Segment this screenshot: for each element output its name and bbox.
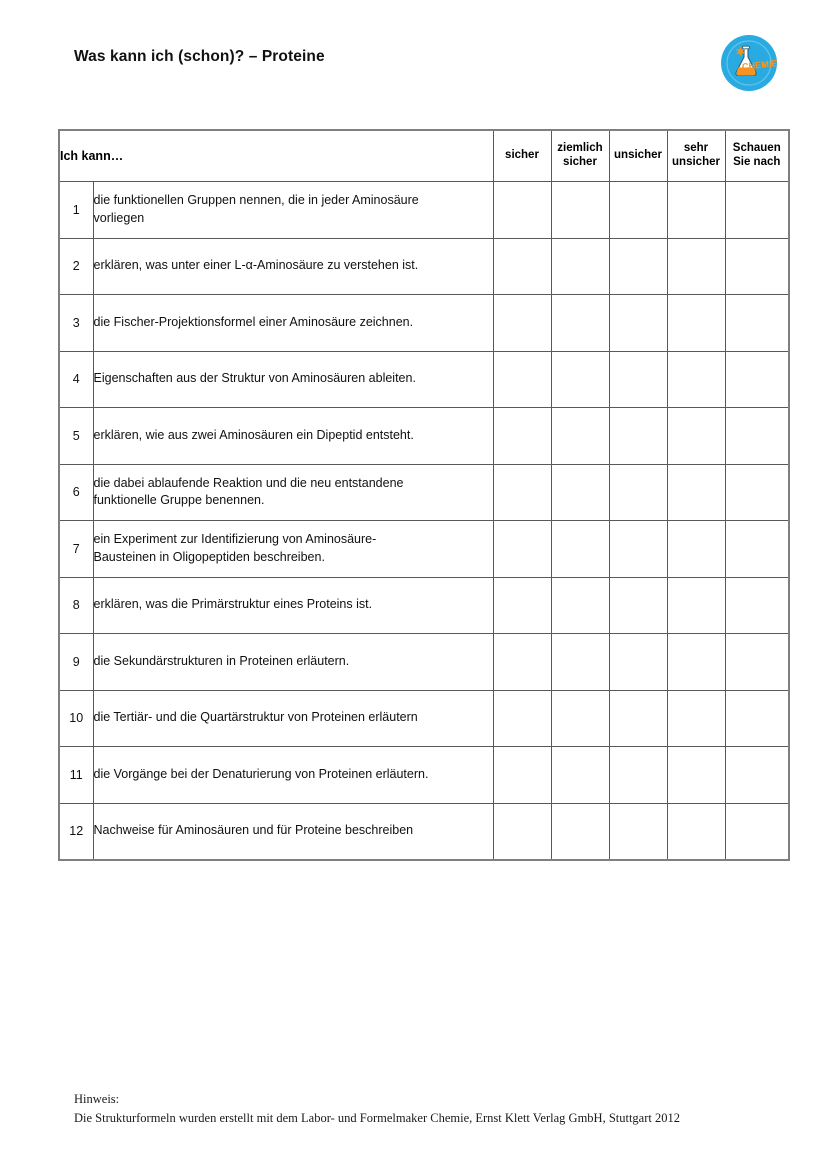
checkbox-cell-ziemlich-sicher[interactable]	[551, 690, 609, 747]
checkbox-cell-unsicher[interactable]	[609, 634, 667, 691]
table-row	[59, 747, 789, 804]
column-header-sehr-unsicher-line2: unsicher	[672, 156, 720, 168]
checkbox-cell-schauen-sie-nach[interactable]	[725, 351, 789, 408]
checkbox-cell-sehr-unsicher[interactable]	[667, 634, 725, 691]
row-number: 12	[59, 803, 93, 860]
row-task-line1: Nachweise für Aminosäuren und für Proteine beschreiben	[93, 823, 414, 838]
checkbox-cell-ziemlich-sicher[interactable]	[551, 521, 609, 578]
checkbox-cell-ziemlich-sicher[interactable]	[551, 182, 609, 239]
checkbox-cell-schauen-sie-nach[interactable]	[725, 577, 789, 634]
checkbox-cell-unsicher[interactable]	[609, 351, 667, 408]
table-row	[59, 803, 789, 860]
checkbox-cell-unsicher[interactable]	[609, 182, 667, 239]
checkbox-cell-schauen-sie-nach[interactable]	[725, 464, 789, 521]
checkbox-cell-schauen-sie-nach[interactable]	[725, 182, 789, 239]
checkbox-cell-sehr-unsicher[interactable]	[667, 295, 725, 352]
checkbox-cell-schauen-sie-nach[interactable]	[725, 690, 789, 747]
row-task-line2: Bausteinen in Oligopeptiden beschreiben.	[93, 549, 325, 564]
page-title: Was kann ich (schon)? – Proteine	[74, 48, 325, 65]
table-row	[59, 295, 789, 352]
checkbox-cell-schauen-sie-nach[interactable]	[725, 634, 789, 691]
column-header-unsicher: unsicher	[609, 130, 667, 182]
chemie-logo	[720, 34, 778, 92]
row-task-line1: erklären, was unter einer L-α-Aminosäure zu verstehen ist.	[93, 258, 419, 273]
row-task-line2: vorliegen	[93, 210, 145, 225]
checkbox-cell-ziemlich-sicher[interactable]	[551, 634, 609, 691]
checkbox-cell-unsicher[interactable]	[609, 690, 667, 747]
checkbox-cell-ziemlich-sicher[interactable]	[551, 238, 609, 295]
checkbox-cell-sehr-unsicher[interactable]	[667, 690, 725, 747]
row-task-text	[93, 182, 493, 239]
checkbox-cell-sicher[interactable]	[493, 521, 551, 578]
checkbox-cell-sicher[interactable]	[493, 295, 551, 352]
table-row	[59, 577, 789, 634]
checkbox-cell-sehr-unsicher[interactable]	[667, 747, 725, 804]
checkbox-cell-ziemlich-sicher[interactable]	[551, 747, 609, 804]
checkbox-cell-unsicher[interactable]	[609, 521, 667, 578]
row-task-line1: Eigenschaften aus der Struktur von Aminosäuren ableiten.	[93, 371, 416, 386]
column-header-sehr-unsicher	[667, 130, 725, 182]
checklist-body	[59, 182, 789, 860]
checkbox-cell-ziemlich-sicher[interactable]	[551, 408, 609, 465]
row-number: 7	[59, 521, 93, 578]
table-row	[59, 634, 789, 691]
checkbox-cell-unsicher[interactable]	[609, 238, 667, 295]
column-header-ziemlich-sicher	[551, 130, 609, 182]
svg-text:CHEMIE: CHEMIE	[741, 58, 778, 72]
checkbox-cell-sicher[interactable]	[493, 747, 551, 804]
row-number: 11	[59, 747, 93, 804]
checkbox-cell-sehr-unsicher[interactable]	[667, 464, 725, 521]
checkbox-cell-sehr-unsicher[interactable]	[667, 577, 725, 634]
row-number: 10	[59, 690, 93, 747]
document-header	[0, 0, 826, 110]
row-number: 4	[59, 351, 93, 408]
checkbox-cell-sicher[interactable]	[493, 351, 551, 408]
checkbox-cell-schauen-sie-nach[interactable]	[725, 408, 789, 465]
table-row	[59, 238, 789, 295]
row-task-line2: funktionelle Gruppe benennen.	[93, 493, 265, 508]
row-task-line1: ein Experiment zur Identifizierung von Aminosäure-	[93, 532, 377, 546]
checkbox-cell-ziemlich-sicher[interactable]	[551, 351, 609, 408]
row-task-text	[93, 464, 493, 521]
checkbox-cell-sehr-unsicher[interactable]	[667, 351, 725, 408]
table-row	[59, 351, 789, 408]
table-row	[59, 521, 789, 578]
row-number: 3	[59, 295, 93, 352]
checkbox-cell-sehr-unsicher[interactable]	[667, 521, 725, 578]
checkbox-cell-sicher[interactable]	[493, 408, 551, 465]
table-header-row	[59, 130, 789, 182]
footer-line-1: Hinweis:	[74, 1092, 120, 1106]
checkbox-cell-sicher[interactable]	[493, 238, 551, 295]
checkbox-cell-sicher[interactable]	[493, 634, 551, 691]
row-task-text	[93, 577, 493, 634]
column-header-ziemlich-sicher-line2: sicher	[563, 156, 597, 168]
checkbox-cell-sicher[interactable]	[493, 464, 551, 521]
checkbox-cell-unsicher[interactable]	[609, 747, 667, 804]
row-task-text	[93, 238, 493, 295]
row-task-text	[93, 351, 493, 408]
checklist-table	[58, 129, 790, 861]
checkbox-cell-sicher[interactable]	[493, 803, 551, 860]
column-header-schauen-sie-nach	[725, 130, 789, 182]
checkbox-cell-schauen-sie-nach[interactable]	[725, 747, 789, 804]
table-row	[59, 690, 789, 747]
row-task-line1: die dabei ablaufende Reaktion und die neu entstandene	[93, 475, 404, 490]
checkbox-cell-sehr-unsicher[interactable]	[667, 803, 725, 860]
column-header-ziemlich-sicher-line1: ziemlich	[557, 142, 603, 155]
table-row	[59, 182, 789, 239]
table-row	[59, 464, 789, 521]
checklist-table-wrapper	[58, 129, 788, 861]
row-number: 9	[59, 634, 93, 691]
row-task-line1: die Fischer-Projektionsformel einer Aminosäure zeichnen.	[93, 314, 414, 329]
checkbox-cell-unsicher[interactable]	[609, 408, 667, 465]
column-header-sicher: sicher	[493, 130, 551, 182]
row-number: 8	[59, 577, 93, 634]
table-row	[59, 408, 789, 465]
checkbox-cell-unsicher[interactable]	[609, 295, 667, 352]
checkbox-cell-schauen-sie-nach[interactable]	[725, 238, 789, 295]
checkbox-cell-schauen-sie-nach[interactable]	[725, 803, 789, 860]
row-task-text	[93, 634, 493, 691]
row-task-text	[93, 521, 493, 578]
checkbox-cell-schauen-sie-nach[interactable]	[725, 521, 789, 578]
checkbox-cell-sehr-unsicher[interactable]	[667, 182, 725, 239]
checkbox-cell-sicher[interactable]	[493, 182, 551, 239]
row-task-line1: erklären, was die Primärstruktur eines Proteins ist.	[93, 597, 373, 612]
checkbox-cell-schauen-sie-nach[interactable]	[725, 295, 789, 352]
checkbox-cell-sicher[interactable]	[493, 577, 551, 634]
row-number: 1	[59, 182, 93, 239]
checkbox-cell-ziemlich-sicher[interactable]	[551, 464, 609, 521]
column-header-schauen-sie-nach-line1: Schauen	[732, 142, 781, 155]
checkbox-cell-ziemlich-sicher[interactable]	[551, 803, 609, 860]
row-task-text	[93, 408, 493, 465]
column-header-sehr-unsicher-line1: sehr	[683, 142, 709, 155]
footer-line-2: Die Strukturformeln wurden erstellt mit dem Labor- und Formelmaker Chemie, Ernst Klett Verlag GmbH, Stuttgart 2012	[74, 1111, 680, 1126]
checkbox-cell-ziemlich-sicher[interactable]	[551, 295, 609, 352]
row-task-line1: die Sekundärstrukturen in Proteinen erläutern.	[93, 653, 350, 668]
checkbox-cell-sehr-unsicher[interactable]	[667, 408, 725, 465]
row-number: 6	[59, 464, 93, 521]
checkbox-cell-sicher[interactable]	[493, 690, 551, 747]
column-header-schauen-sie-nach-line2: Sie nach	[733, 156, 781, 168]
row-task-text	[93, 295, 493, 352]
checkbox-cell-unsicher[interactable]	[609, 803, 667, 860]
row-task-line1: die funktionellen Gruppen nennen, die in jeder Aminosäure	[93, 193, 419, 207]
row-number: 2	[59, 238, 93, 295]
checkbox-cell-ziemlich-sicher[interactable]	[551, 577, 609, 634]
row-task-text	[93, 803, 493, 860]
row-task-line1: die Tertiär- und die Quartärstruktur von Proteinen erläutern	[93, 710, 418, 725]
row-task-line1: die Vorgänge bei der Denaturierung von Proteinen erläutern.	[93, 766, 429, 781]
column-header-task: Ich kann…	[59, 130, 493, 182]
row-task-text	[93, 747, 493, 804]
footer-note	[74, 1090, 774, 1129]
row-task-text	[93, 690, 493, 747]
row-task-line1: erklären, wie aus zwei Aminosäuren ein Dipeptid entsteht.	[93, 427, 414, 442]
checkbox-cell-sehr-unsicher[interactable]	[667, 238, 725, 295]
row-number: 5	[59, 408, 93, 465]
checkbox-cell-unsicher[interactable]	[609, 464, 667, 521]
checkbox-cell-unsicher[interactable]	[609, 577, 667, 634]
